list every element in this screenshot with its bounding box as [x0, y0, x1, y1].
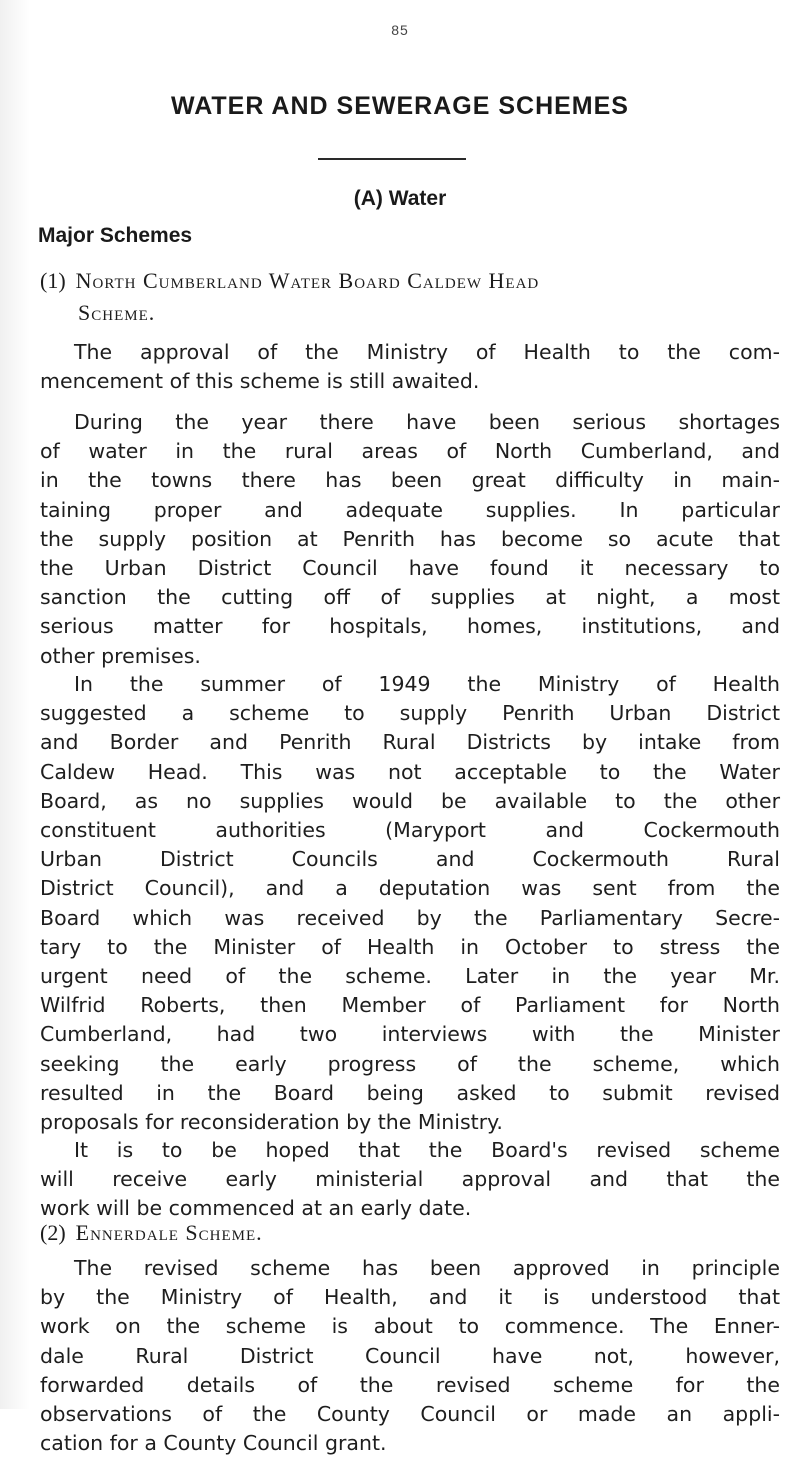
- text-line: by the Ministry of Health, and it is understood that: [40, 1285, 780, 1310]
- section-heading: (A) Water: [353, 187, 447, 210]
- text-line: During the year there have been serious shortages: [74, 410, 780, 434]
- text-line: Wilfrid Roberts, then Member of Parliament for North: [40, 993, 780, 1018]
- text-line: The approval of the Ministry of Health to the com-: [74, 340, 780, 364]
- text-line: will receive early ministerial approval and that the: [40, 1167, 780, 1192]
- text-line: other premises.: [40, 643, 201, 668]
- paragraph: [40, 670, 780, 1137]
- paragraph: [40, 338, 780, 396]
- text-line: the Urban District Council have found it necessary to: [40, 556, 780, 581]
- text-line: work will be commenced at an early date.: [40, 1196, 472, 1221]
- text-line: It is to be hoped that the Board's revised scheme: [74, 1138, 780, 1162]
- title-divider: [318, 158, 466, 160]
- text-line: The revised scheme has been approved in principle: [74, 1256, 780, 1280]
- text-line: tary to the Minister of Health in October to stress the: [40, 934, 780, 959]
- text-line: work on the scheme is about to commence. The Enner-: [40, 1314, 780, 1339]
- text-line: In the summer of 1949 the Ministry of Health: [74, 672, 780, 696]
- text-line: sanction the cutting off of supplies at night, a most: [40, 585, 780, 610]
- text-line: urgent need of the scheme. Later in the year Mr.: [40, 964, 780, 989]
- text-line: Cumberland, had two interviews with the Minister: [40, 1022, 780, 1047]
- text-line: constituent authorities (Maryport and Cockermouth: [40, 818, 780, 843]
- text-line: forwarded details of the revised scheme for the: [40, 1372, 780, 1397]
- text-line: Urban District Councils and Cockermouth Rural: [40, 847, 780, 872]
- item-number: (1): [40, 268, 66, 293]
- item-number: (2): [40, 1220, 66, 1245]
- text-line: Board, as no supplies would be available to the other: [40, 788, 780, 813]
- item-heading-line: Scheme.: [78, 300, 156, 325]
- text-line: Board which was received by the Parliamentary Secre-: [40, 905, 780, 930]
- text-line: proposals for reconsideration by the Ministry.: [40, 1110, 503, 1135]
- text-line: of water in the rural areas of North Cumberland, and: [40, 439, 780, 464]
- page-number: 85: [391, 22, 409, 38]
- text-line: observations of the County Council or made an appli-: [40, 1402, 780, 1427]
- page-title: WATER AND SEWERAGE SCHEMES: [171, 92, 629, 120]
- item-heading-line: Ennerdale Scheme.: [75, 1220, 263, 1245]
- subsection-heading: Major Schemes: [38, 224, 193, 247]
- paragraph: [40, 1136, 780, 1224]
- text-line: seeking the early progress of the scheme, which: [40, 1051, 780, 1076]
- text-line: cation for a County Council grant.: [40, 1431, 387, 1456]
- text-line: and Border and Penrith Rural Districts by intake from: [40, 730, 780, 755]
- item-heading-north-cumberland: [40, 265, 770, 329]
- text-line: serious matter for hospitals, homes, institutions, and: [40, 614, 780, 639]
- paragraph: [40, 408, 780, 671]
- text-line: resulted in the Board being asked to submit revised: [40, 1080, 780, 1105]
- item-heading-ennerdale: [40, 1217, 770, 1249]
- page-edge-shadow: [0, 0, 30, 1409]
- text-line: the supply position at Penrith has become so acute that: [40, 526, 780, 551]
- text-line: in the towns there has been great difficulty in main-: [40, 468, 780, 493]
- text-line: mencement of this scheme is still awaited.: [40, 369, 480, 394]
- paragraph: [40, 1254, 780, 1458]
- text-line: Caldew Head. This was not acceptable to the Water: [40, 759, 780, 784]
- item-heading-line: North Cumberland Water Board Caldew Head: [75, 268, 540, 293]
- text-line: District Council), and a deputation was sent from the: [40, 876, 780, 901]
- text-line: taining proper and adequate supplies. In particular: [40, 497, 780, 522]
- text-line: dale Rural District Council have not, however,: [40, 1343, 780, 1368]
- text-line: suggested a scheme to supply Penrith Urban District: [40, 701, 780, 726]
